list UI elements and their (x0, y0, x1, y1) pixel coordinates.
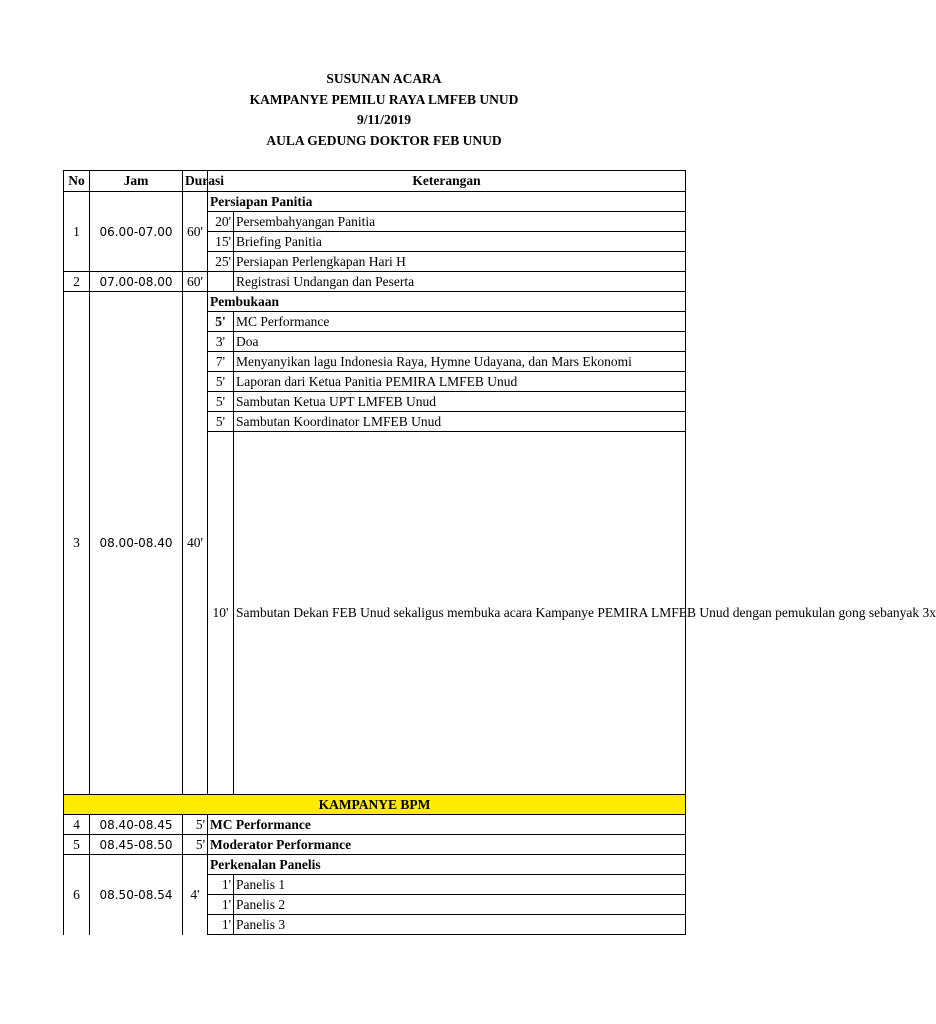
item-description: Laporan dari Ketua Panitia PEMIRA LMFEB Unud (234, 372, 686, 392)
row-durasi: 5' (183, 815, 208, 835)
item-duration: 1' (208, 875, 234, 895)
item-description: MC Performance (208, 815, 686, 835)
row-durasi: 5' (183, 835, 208, 855)
table-row (64, 835, 686, 855)
section-row-kampanye-bpm (64, 795, 686, 815)
row-durasi: 60' (183, 272, 208, 292)
item-description: Sambutan Koordinator LMFEB Unud (234, 412, 686, 432)
item-description: Panelis 2 (234, 895, 686, 915)
row-section-title: Pembukaan (208, 292, 686, 312)
item-duration: 3' (208, 332, 234, 352)
item-duration: 5' (208, 412, 234, 432)
table-row (64, 272, 686, 292)
schedule-table (63, 170, 936, 935)
item-description: Moderator Performance (208, 835, 686, 855)
document-header (0, 69, 768, 151)
row-no: 4 (64, 815, 90, 835)
row-durasi: 4' (183, 855, 208, 935)
row-no: 5 (64, 835, 90, 855)
item-duration: 1' (208, 895, 234, 915)
row-no: 1 (64, 192, 90, 272)
col-header-keterangan: Keterangan (208, 171, 686, 192)
header-venue: AULA GEDUNG DOKTOR FEB UNUD (266, 132, 502, 148)
item-description: Panelis 1 (234, 875, 686, 895)
row-section-title: Persiapan Panitia (208, 192, 686, 212)
item-duration: 1' (208, 915, 234, 935)
item-description: Persembahyangan Panitia (234, 212, 686, 232)
item-duration: 15' (208, 232, 234, 252)
header-date: 9/11/2019 (356, 112, 411, 127)
item-description: Doa (234, 332, 686, 352)
row-jam: 08.00-08.40 (90, 292, 183, 795)
item-description: Menyanyikan lagu Indonesia Raya, Hymne Udayana, dan Mars Ekonomi (234, 352, 686, 372)
item-duration: 20' (208, 212, 234, 232)
table-row (64, 855, 686, 875)
item-duration: 5' (208, 312, 234, 332)
section-title: KAMPANYE BPM (64, 795, 686, 815)
item-duration: 7' (208, 352, 234, 372)
row-jam: 06.00-07.00 (90, 192, 183, 272)
col-header-jam: Jam (90, 171, 183, 192)
col-header-durasi: Durasi (183, 171, 208, 192)
header-event: KAMPANYE PEMILU RAYA LMFEB UNUD (249, 91, 519, 107)
item-description: Sambutan Dekan FEB Unud sekaligus membuka acara Kampanye PEMIRA LMFEB Unud dengan pemukulan gong sebanyak 3x (234, 432, 686, 795)
item-description: Panelis 3 (234, 915, 686, 935)
row-no: 3 (64, 292, 90, 795)
row-no: 2 (64, 272, 90, 292)
row-section-title: Perkenalan Panelis (208, 855, 686, 875)
row-durasi: 40' (183, 292, 208, 795)
table-row (64, 192, 686, 212)
item-description: MC Performance (234, 312, 686, 332)
table-row (64, 292, 686, 312)
item-description: Registrasi Undangan dan Peserta (234, 272, 686, 292)
col-header-no: No (64, 171, 90, 192)
item-duration: 25' (208, 252, 234, 272)
row-no: 6 (64, 855, 90, 935)
item-description: Sambutan Ketua UPT LMFEB Unud (234, 392, 686, 412)
header-title: SUSUNAN ACARA (326, 71, 442, 86)
item-duration: 5' (208, 372, 234, 392)
table-row (64, 815, 686, 835)
item-duration: 5' (208, 392, 234, 412)
item-description: Briefing Panitia (234, 232, 686, 252)
item-duration-empty (208, 272, 234, 292)
row-jam: 08.45-08.50 (90, 835, 183, 855)
row-jam: 08.40-08.45 (90, 815, 183, 835)
item-duration: 10' (208, 432, 234, 795)
table-header-row (64, 171, 686, 192)
row-durasi: 60' (183, 192, 208, 272)
row-jam: 08.50-08.54 (90, 855, 183, 935)
item-description: Persiapan Perlengkapan Hari H (234, 252, 686, 272)
row-jam: 07.00-08.00 (90, 272, 183, 292)
